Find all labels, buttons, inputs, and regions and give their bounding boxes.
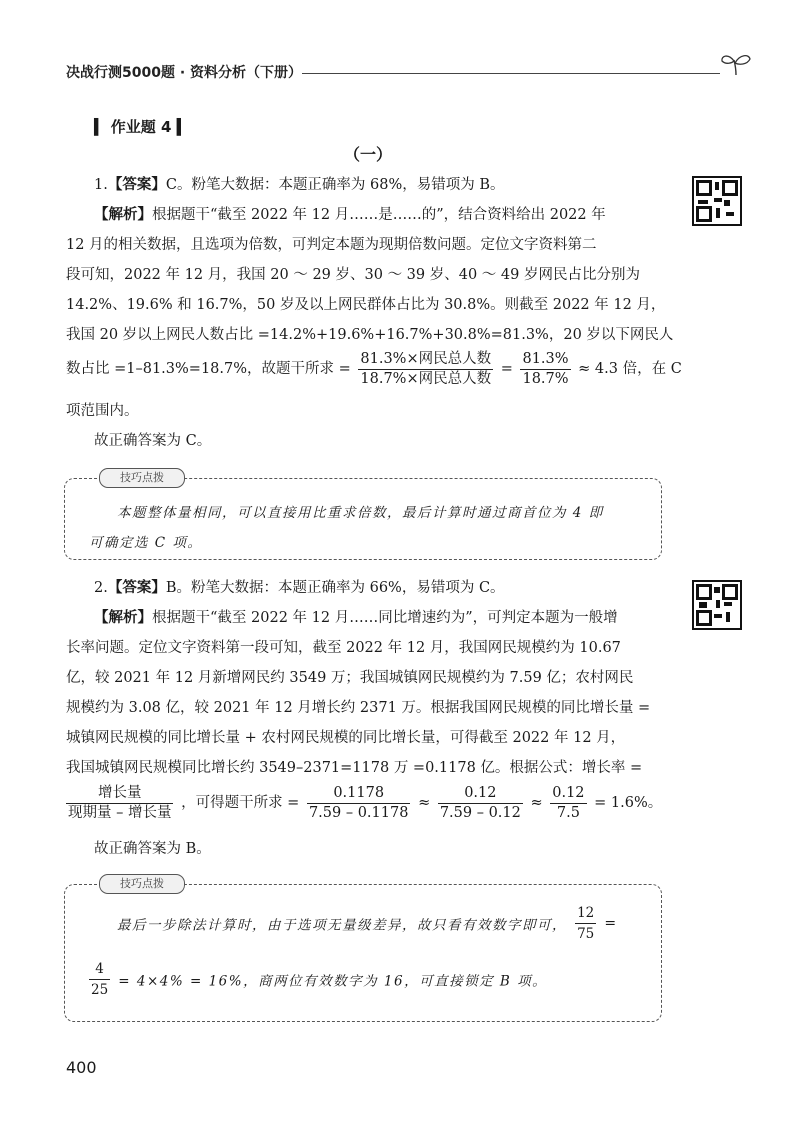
- q1-answer-tag: 【答案】: [107, 177, 166, 193]
- q2-analysis-line-2: 长率问题。定位文字资料第一段可知，截至 2022 年 12 月，我国网民规模约为 10.67: [66, 640, 621, 656]
- q2-answer-tag: 【答案】: [107, 580, 166, 596]
- q1-number: 1.: [94, 177, 108, 193]
- qr-code-icon[interactable]: [692, 176, 742, 226]
- q1-fraction-1: [358, 352, 493, 386]
- q1-analysis-tag: 【解析】: [94, 207, 152, 223]
- q2-analysis-line-5: 城镇网民规模的同比增长量 + 农村网民规模的同比增长量，可得截至 2022 年 12 月，: [66, 730, 626, 746]
- q2-formula-result: = 1.6%。: [594, 794, 663, 811]
- q2-tip-text-2: = 4×4% = 16%，商两位有效数字为 16，可直接锁定 B 项。: [118, 973, 548, 990]
- q1-answer-text: C。粉笔大数据：本题正确率为 68%，易错项为 B。: [165, 177, 505, 193]
- q2-approx-2: ≈: [530, 794, 543, 811]
- q1-analysis-line-4: 14.2%、19.6% 和 16.7%，50 岁及以上网民群体占比为 30.8%。则截至 2022 年 12 月，: [66, 297, 666, 313]
- q1-analysis-text-1: 根据题干“截至 2022 年 12 月……是……的”，结合资料给出 2022 年: [152, 207, 606, 223]
- q1-fraction-1-numerator: 81.3%×网民总人数: [358, 352, 493, 370]
- q1-analysis-line-7: 项范围内。: [66, 403, 139, 419]
- q2-tip-box: [64, 877, 662, 1022]
- q1-tip-box: [64, 471, 662, 560]
- q2-fraction-1-numerator: 0.1178: [307, 786, 411, 804]
- q2-tip-text-1: 最后一步除法计算时，由于选项无量级差异，故只看有效数字即可，: [117, 917, 567, 934]
- q2-fraction-1-denominator: 7.59 – 0.1178: [308, 804, 409, 821]
- q2-tip-fraction-1-numerator: 12: [575, 905, 596, 924]
- q1-formula-lead: 数占比 =1–81.3%=18.7%，故题干所求 =: [66, 360, 351, 377]
- qr-code-icon[interactable]: [692, 580, 742, 630]
- q1-answer-line: [94, 178, 505, 193]
- q2-tip-line-1: [117, 905, 616, 942]
- sprout-icon: [718, 50, 754, 76]
- q2-tip-line-2: [89, 961, 547, 998]
- q2-analysis-line-1: [94, 611, 618, 626]
- q2-tip-fraction-2-numerator: 4: [89, 961, 110, 980]
- q2-analysis-line-3: 亿，较 2021 年 12 月新增网民约 3549 万；我国城镇网民规模约为 7.59 亿；农村网民: [66, 670, 634, 686]
- q1-analysis-line-3: 段可知，2022 年 12 月，我国 20 ～ 29 岁、30 ～ 39 岁、40 ～ 49 岁网民占比分别为: [66, 267, 640, 283]
- q2-fraction-2-denominator: 7.59 – 0.12: [439, 804, 521, 821]
- q1-tip-label: 技巧点拨: [99, 468, 185, 488]
- q1-tip-line-2: 可确定选 C 项。: [89, 535, 203, 551]
- q2-tip-fraction-2-denominator: 25: [91, 982, 109, 998]
- book-title: 决战行测5000题 · 资料分析（下册）: [66, 65, 303, 81]
- q2-answer-line: [94, 581, 505, 596]
- q2-fraction-3: [550, 786, 586, 820]
- subsection-title: （一）: [344, 145, 393, 164]
- q2-number: 2.: [94, 580, 108, 596]
- q2-growth-rate-denominator: 现期量 – 增长量: [68, 804, 172, 821]
- q1-analysis-line-1: [94, 208, 606, 223]
- q1-tip-line-1: 本题整体量相同，可以直接用比重求倍数，最后计算时通过商首位为 4 即: [117, 505, 604, 521]
- q1-fraction-1-denominator: 18.7%×网民总人数: [360, 370, 492, 387]
- section-title: ▍ 作业题 4 ▍: [94, 118, 189, 136]
- header-divider: [302, 73, 720, 74]
- q2-tip-label: 技巧点拨: [99, 874, 185, 894]
- q2-analysis-line-6: 我国城镇网民规模同比增长约 3549–2371=1178 万 =0.1178 亿。根据公式：增长率 =: [66, 760, 643, 776]
- q2-growth-rate-fraction: [66, 786, 173, 820]
- q1-fraction-2-denominator: 18.7%: [522, 370, 569, 387]
- q2-growth-rate-numerator: 增长量: [66, 786, 173, 804]
- q1-analysis-line-2: 12 月的相关数据，且选项为倍数，可判定本题为现期倍数问题。定位文字资料第二: [66, 237, 597, 253]
- q2-formula-lead: ，可得题干所求 =: [181, 794, 300, 811]
- q2-tip-equals: =: [604, 915, 617, 932]
- q1-analysis-line-5: 我国 20 岁以上网民人数占比 =14.2%+19.6%+16.7%+30.8%=81.3%，20 岁以下网民人: [66, 327, 674, 343]
- q2-conclusion: 故正确答案为 B。: [94, 841, 211, 857]
- q1-fraction-2: [520, 352, 570, 386]
- q2-analysis-formula-line: [66, 786, 662, 820]
- q2-fraction-2: [438, 786, 523, 820]
- q2-tip-fraction-1: [575, 905, 596, 942]
- page-number: 400: [66, 1058, 97, 1077]
- q2-approx-1: ≈: [418, 794, 431, 811]
- q1-fraction-2-numerator: 81.3%: [520, 352, 570, 370]
- q2-analysis-text-1: 根据题干“截至 2022 年 12 月……同比增速约为”，可判定本题为一般增: [152, 610, 618, 626]
- q2-fraction-3-numerator: 0.12: [550, 786, 586, 804]
- q1-conclusion: 故正确答案为 C。: [94, 433, 212, 449]
- q2-analysis-line-4: 规模约为 3.08 亿，较 2021 年 12 月增长约 2371 万。根据我国网民规模的同比增长量 =: [66, 700, 651, 716]
- q2-tip-fraction-1-denominator: 75: [577, 926, 595, 942]
- q2-fraction-1: [307, 786, 411, 820]
- q2-answer-text: B。粉笔大数据：本题正确率为 66%，易错项为 C。: [165, 580, 505, 596]
- q2-fraction-3-denominator: 7.5: [556, 804, 580, 821]
- q1-analysis-formula-line: [66, 352, 682, 386]
- q1-formula-equals: =: [500, 360, 513, 377]
- q2-analysis-tag: 【解析】: [94, 610, 152, 626]
- q2-fraction-2-numerator: 0.12: [438, 786, 523, 804]
- q2-tip-fraction-2: [89, 961, 110, 998]
- q1-formula-result: ≈ 4.3 倍，在 C: [578, 360, 682, 377]
